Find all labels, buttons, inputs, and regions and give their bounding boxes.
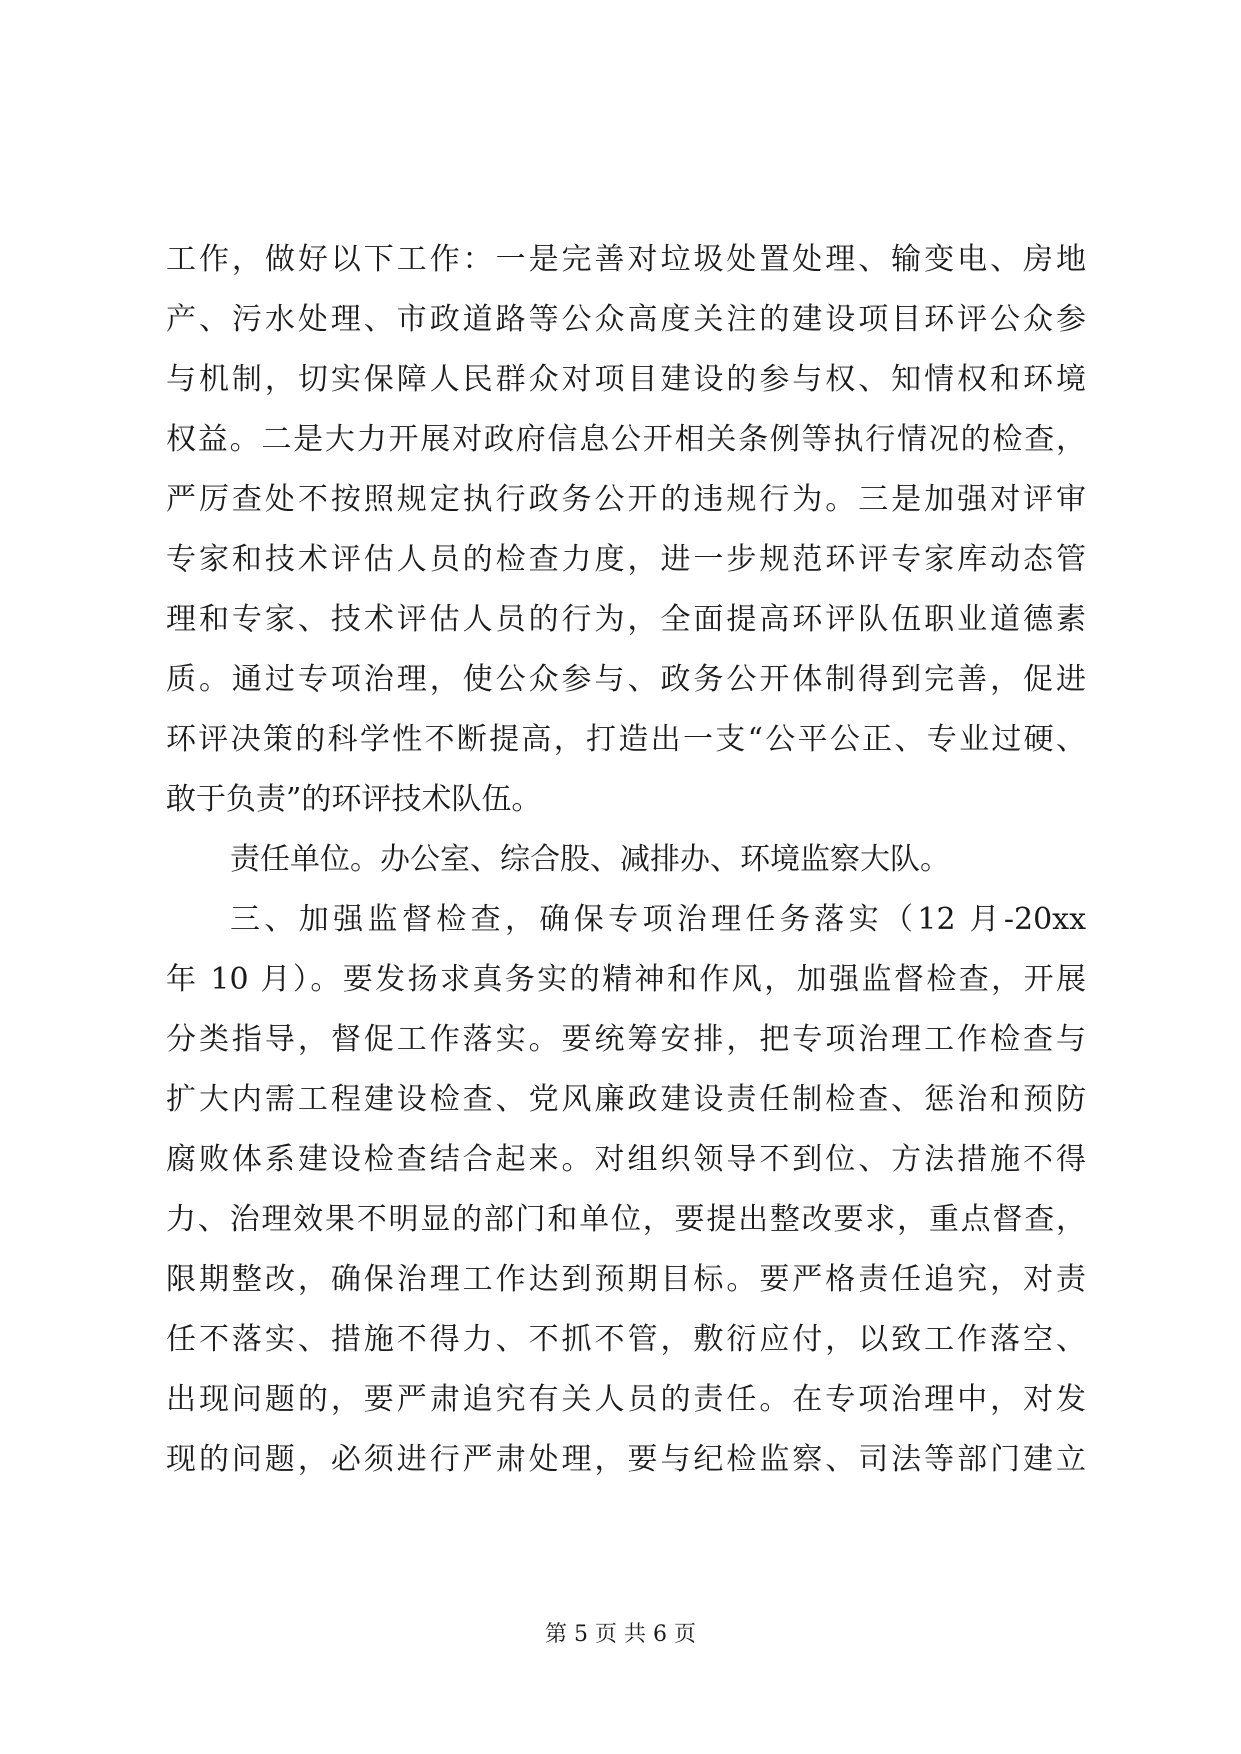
text-line: 权益。二是大力开展对政府信息公开相关条例等执行情况的检查， — [166, 422, 1086, 457]
text-line: 力、治理效果不明显的部门和单位，要提出整改要求，重点督查， — [166, 1202, 1086, 1237]
text-line: 扩大内需工程建设检查、党风廉政建设责任制检查、惩治和预防 — [166, 1082, 1086, 1117]
text-line: 环评决策的科学性不断提高，打造出一支“公平公正、专业过硬、 — [166, 722, 1086, 757]
document-body — [166, 230, 1086, 1490]
text-line: 严厉查处不按照规定执行政务公开的违规行为。三是加强对评审 — [166, 482, 1086, 517]
text-line: 专家和技术评估人员的检查力度，进一步规范环评专家库动态管 — [166, 542, 1086, 577]
text-line: 产、污水处理、市政道路等公众高度关注的建设项目环评公众参 — [166, 302, 1086, 337]
text-line: 现的问题，必须进行严肃处理，要与纪检监察、司法等部门建立 — [166, 1442, 1086, 1477]
page-number-footer: 第 5 页 共 6 页 — [545, 1622, 696, 1647]
text-line: 理和专家、技术评估人员的行为，全面提高环评队伍职业道德素 — [166, 602, 1086, 637]
text-line: 与机制，切实保障人民群众对项目建设的参与权、知情权和环境 — [166, 362, 1086, 397]
text-line: 任不落实、措施不得力、不抓不管，敷衍应付，以致工作落空、 — [166, 1322, 1086, 1357]
text-line: 工作，做好以下工作：一是完善对垃圾处置处理、输变电、房地 — [166, 242, 1086, 277]
text-line: 出现问题的，要严肃追究有关人员的责任。在专项治理中，对发 — [166, 1382, 1086, 1417]
text-line: 年 10 月）。要发扬求真务实的精神和作风，加强监督检查，开展 — [166, 962, 1086, 997]
text-line: 质。通过专项治理，使公众参与、政务公开体制得到完善，促进 — [166, 662, 1086, 697]
text-line: 限期整改，确保治理工作达到预期目标。要严格责任追究，对责 — [166, 1262, 1086, 1297]
section-heading-line: 三、加强监督检查，确保专项治理任务落实（12 月-20xx — [230, 902, 1086, 937]
text-line: 腐败体系建设检查结合起来。对组织领导不到位、方法措施不得 — [166, 1142, 1086, 1177]
text-line: 分类指导，督促工作落实。要统筹安排，把专项治理工作检查与 — [166, 1022, 1086, 1057]
text-line: 责任单位。办公室、综合股、减排办、环境监察大队。 — [230, 842, 950, 877]
text-line: 敢于负责”的环评技术队伍。 — [166, 782, 542, 817]
